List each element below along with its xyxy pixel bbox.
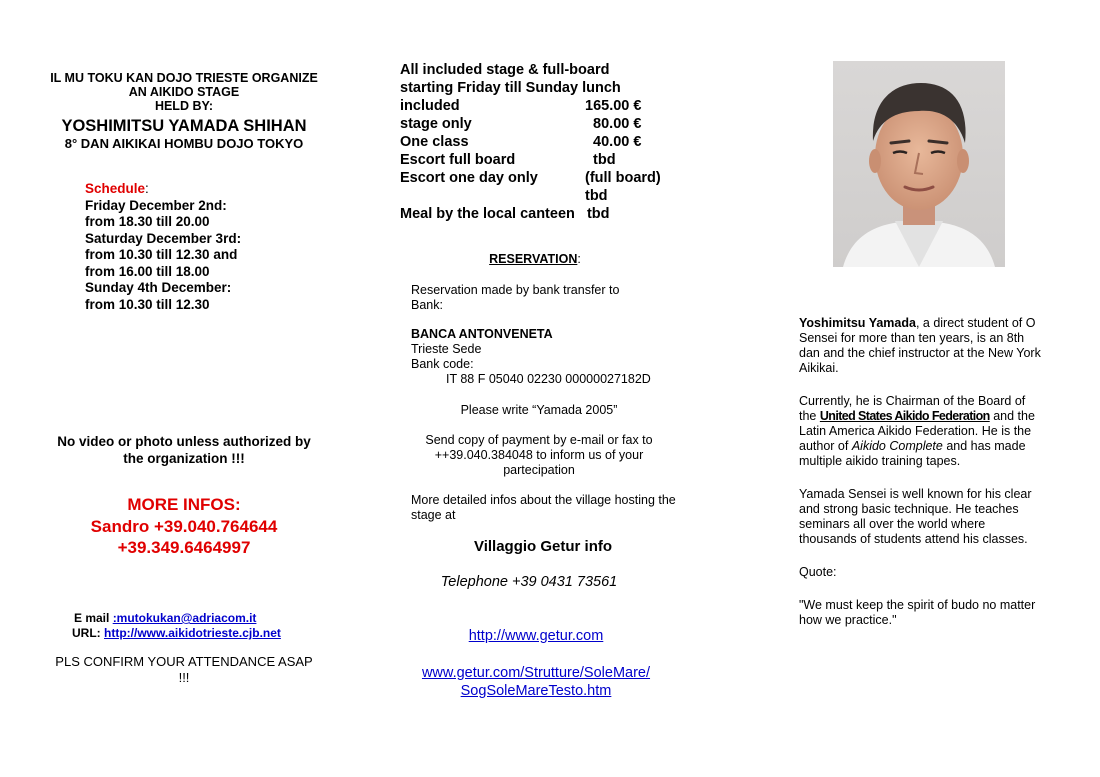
payment-reference: Please write “Yamada 2005” bbox=[460, 403, 618, 417]
schedule-line: Sunday 4th December: bbox=[85, 280, 232, 295]
price-label: Escort full board bbox=[400, 152, 516, 168]
schedule-line: Saturday December 3rd: bbox=[85, 230, 242, 246]
pricing-block bbox=[400, 61, 700, 223]
confirm-line: PLS CONFIRM YOUR ATTENDANCE ASAP bbox=[55, 654, 313, 669]
schedule-line: Friday December 2nd: bbox=[85, 197, 227, 213]
reservation-intro bbox=[411, 283, 711, 313]
contact-phone-2: +39.349.6464997 bbox=[117, 538, 251, 557]
bio-name: Yoshimitsu Yamada bbox=[799, 316, 916, 330]
bio-text: and has made multiple aikido training tapes. bbox=[799, 439, 1026, 468]
schedule-colon: : bbox=[145, 181, 149, 196]
event-header bbox=[40, 71, 328, 151]
email-link[interactable]: :mutokukan@adriacom.it bbox=[112, 611, 257, 625]
website-link[interactable]: http://www.aikidotrieste.cjb.net bbox=[104, 626, 281, 640]
price-value: tbd bbox=[585, 152, 616, 168]
village-info-note bbox=[411, 493, 711, 523]
schedule-line: from 18.30 till 20.00 bbox=[85, 214, 210, 229]
header-line-stage: AN AIKIDO STAGE bbox=[128, 85, 240, 99]
reservation-title: RESERVATION bbox=[489, 252, 578, 266]
village-telephone: Telephone +39 0431 73561 bbox=[440, 574, 618, 590]
book-title: Aikido Complete bbox=[851, 439, 943, 453]
reservation-colon: : bbox=[577, 252, 581, 266]
email-label: E mail bbox=[74, 611, 113, 625]
price-row bbox=[400, 115, 700, 133]
quote-label: Quote: bbox=[799, 565, 837, 579]
getur-page-link[interactable] bbox=[422, 665, 650, 699]
url-row bbox=[40, 626, 328, 641]
email-row bbox=[40, 611, 328, 626]
instructor-photo bbox=[833, 61, 1005, 267]
pricing-intro: starting Friday till Sunday lunch bbox=[400, 80, 621, 96]
send-line: Send copy of payment by e-mail or fax to bbox=[425, 433, 653, 447]
price-value: 80.00 € bbox=[585, 116, 642, 132]
schedule-line: from 10.30 till 12.30 and bbox=[85, 247, 238, 262]
photo-notice bbox=[40, 433, 328, 467]
bank-code-label: Bank code: bbox=[411, 357, 474, 371]
portrait-illustration bbox=[833, 61, 1005, 267]
notice-line: the organization !!! bbox=[123, 451, 245, 466]
detailed-line: More detailed infos about the village hosting the bbox=[411, 493, 676, 507]
bio-text: , a direct student of O Sensei for more than ten years, is an 8th dan and the chief instructor at the New York Aikikai. bbox=[799, 316, 1041, 375]
price-value: (full board) bbox=[585, 170, 661, 186]
reservation-heading bbox=[400, 252, 670, 266]
bio-paragraph bbox=[799, 394, 1043, 469]
bio-paragraph: Yamada Sensei is well known for his clear and strong basic technique. He teaches seminars all over the world where thousands of students attend his classes. bbox=[799, 487, 1032, 546]
notice-line: No video or photo unless authorized by bbox=[57, 434, 311, 449]
header-line-held-by: HELD BY: bbox=[154, 99, 214, 113]
price-label: included bbox=[400, 98, 460, 114]
bank-details bbox=[411, 327, 711, 387]
bio-paragraph bbox=[799, 316, 1043, 376]
schedule-block bbox=[85, 181, 325, 313]
contact-phone-1: Sandro +39.040.764644 bbox=[90, 516, 278, 536]
confirm-line: !!! bbox=[178, 670, 190, 685]
contacts-block bbox=[40, 611, 328, 641]
federation-link[interactable]: United States Aikido Federation bbox=[819, 409, 990, 423]
price-label: One class bbox=[400, 134, 469, 150]
send-copy-note bbox=[406, 433, 672, 478]
send-line: partecipation bbox=[503, 463, 575, 477]
reservation-line: Bank: bbox=[411, 298, 443, 312]
price-row bbox=[400, 187, 700, 205]
price-row bbox=[400, 133, 700, 151]
price-label: Escort one day only bbox=[400, 170, 538, 186]
price-value: 40.00 € bbox=[585, 134, 642, 150]
price-row bbox=[400, 151, 700, 169]
schedule-heading bbox=[85, 181, 325, 198]
schedule-line: from 10.30 till 12.30 bbox=[85, 296, 210, 312]
getur-page-link-wrapper bbox=[400, 665, 672, 700]
bio-text: and the Latin America Aikido Federation. He is the author of bbox=[799, 409, 1035, 453]
quote-text: "We must keep the spirit of budo no matter how we practice." bbox=[799, 598, 1036, 627]
send-line: ++39.040.384048 to inform us of your bbox=[434, 448, 644, 462]
instructor-name: YOSHIMITSU YAMADA SHIHAN bbox=[61, 117, 307, 135]
pricing-intro: All included stage & full-board bbox=[400, 62, 610, 78]
getur-home-link[interactable]: http://www.getur.com bbox=[468, 628, 604, 644]
bank-name: BANCA ANTONVENETA bbox=[411, 327, 553, 341]
meal-line: Meal by the local canteen tbd bbox=[400, 206, 610, 222]
village-title: Villaggio Getur info bbox=[473, 538, 613, 555]
bio-text: Currently, he is Chairman of the Board of the bbox=[799, 394, 1026, 423]
getur-link-wrapper bbox=[400, 628, 672, 644]
confirm-notice bbox=[40, 654, 328, 686]
price-label: stage only bbox=[400, 116, 472, 132]
url-label: URL: bbox=[72, 626, 104, 640]
schedule-line: from 16.00 till 18.00 bbox=[85, 263, 210, 279]
reservation-line: Reservation made by bank transfer to bbox=[411, 283, 620, 297]
header-line-organizer: IL MU TOKU KAN DOJO TRIESTE ORGANIZE bbox=[50, 71, 318, 85]
price-row bbox=[400, 97, 700, 115]
bank-branch: Trieste Sede bbox=[411, 342, 482, 356]
bank-code: IT 88 F 05040 02230 00000027182D bbox=[446, 372, 651, 386]
getur-page-link-part2: SogSoleMareTesto.htm bbox=[460, 682, 612, 699]
getur-page-link-part1: www.getur.com/Strutture/SoleMare/ bbox=[421, 665, 651, 681]
detailed-line: stage at bbox=[411, 508, 456, 522]
price-value: 165.00 € bbox=[585, 98, 642, 114]
instructor-rank: 8° DAN AIKIKAI HOMBU DOJO TOKYO bbox=[64, 136, 304, 151]
price-value: tbd bbox=[585, 188, 608, 204]
more-infos-block bbox=[40, 494, 328, 559]
more-infos-title: MORE INFOS: bbox=[127, 495, 241, 514]
instructor-bio bbox=[799, 316, 1043, 646]
schedule-label: Schedule bbox=[85, 181, 146, 196]
price-row bbox=[400, 169, 700, 187]
